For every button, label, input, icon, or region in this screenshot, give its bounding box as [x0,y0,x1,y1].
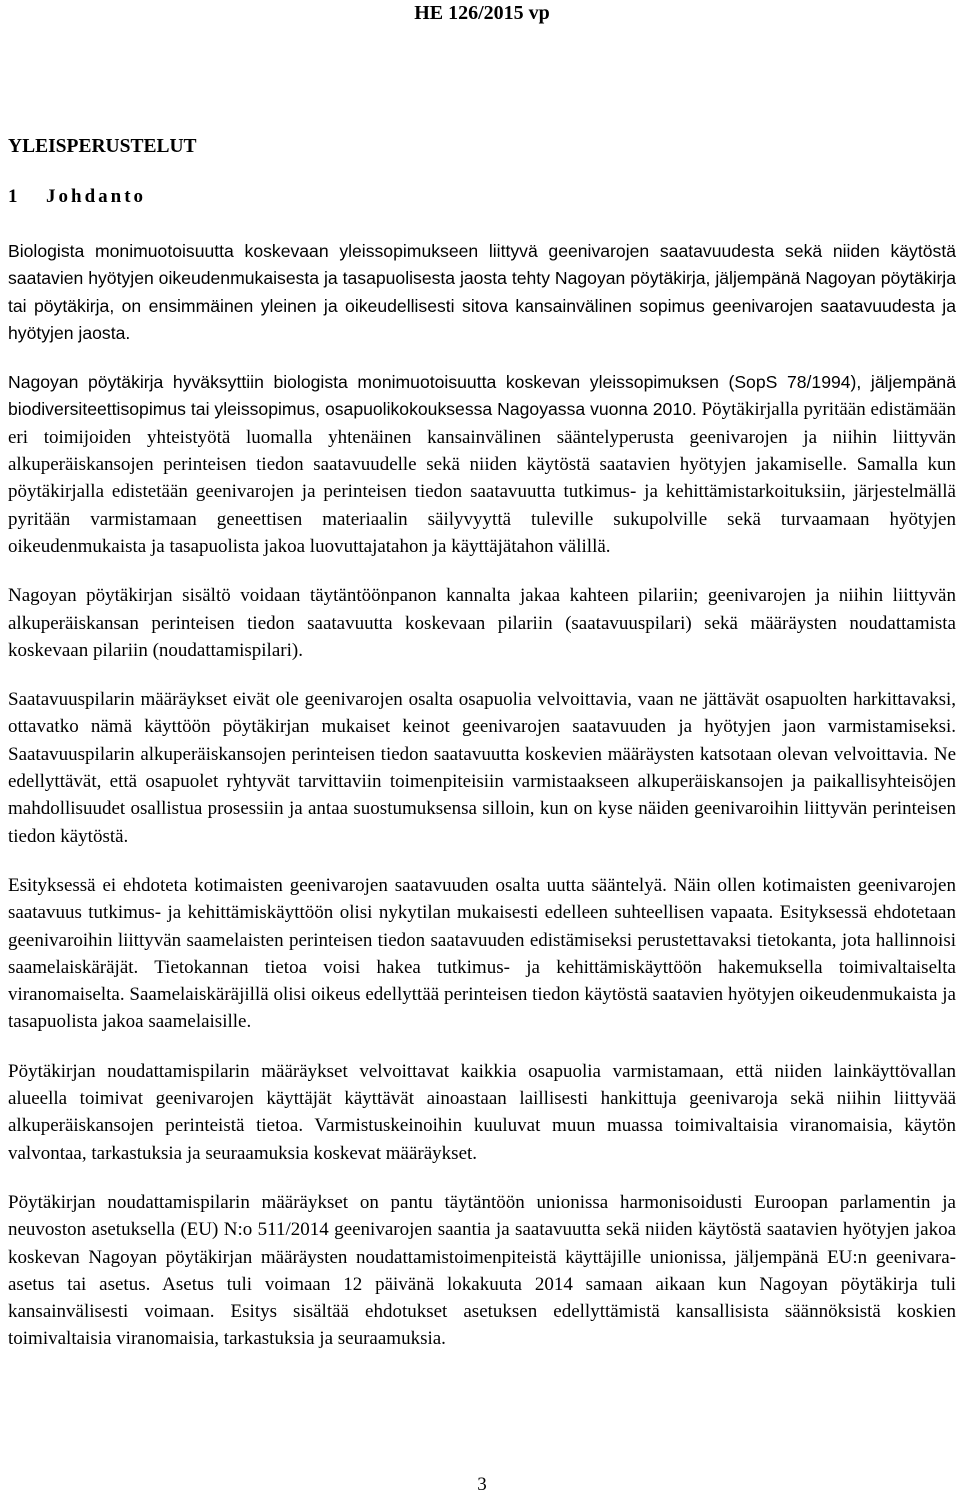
paragraph-6: Pöytäkirjan noudattamispilarin määräykset velvoittavat kaikkia osapuolia varmistamaan, että niiden lainkäyttövallan alueella toimivat geenivarojen käyttäjät käyttävät ainoastaan laillisesti hankittuja geenivaroja sekä niihin liittyvää alkuperäiskansojen perinteistä tietoa. Varmistuskeinoihin kuuluvat muun muassa toimivaltaisia viranomaisia, käytön valvontaa, tarkastuksia ja seuraamuksia koskevat määräykset. [8,1060,956,1164]
body-text [8,238,956,1375]
subsection-title: Johdanto [46,186,147,207]
subsection-heading [8,186,146,208]
paragraph-3: Nagoyan pöytäkirjan sisältö voidaan täytäntöönpanon kannalta jakaa kahteen pilariin; geenivarojen ja niihin liittyvän alkuperäiskansan perinteisen tiedon saatavuutta koskevaan pilariin (saatavuuspilari) sekä määräysten noudattamista koskevaan pilariin (noudattamispilari). [8,585,956,661]
paragraph-1: Biologista monimuotoisuutta koskevaan yleissopimukseen liittyvä geenivarojen saatavuudesta sekä niiden käytöstä saatavien hyötyjen oikeudenmukaisesta ja tasapuolisesta jaosta tehty Nagoyan pöytäkirja, jäljempänä Nagoyan pöytäkirja tai pöytäkirja, on ensimmäinen yleinen ja oikeudellisesti sitova kansainvälinen sopimus geenivarojen saatavuudesta ja hyötyjen jaosta. [8,241,956,343]
section-heading: YLEISPERUSTELUT [8,136,197,157]
paragraph-4: Saatavuuspilarin määräykset eivät ole geenivarojen osalta osapuolia velvoittavia, vaan ne jättävät osapuolten harkittavaksi, ottavatko nämä käyttöön pöytäkirjan mukaiset keinot geenivarojen saatavuuden ja hyötyjen jaon varmistamiseksi. Saatavuuspilarin alkuperäiskansojen perinteisen tiedon saatavuutta koskevien määräysten katsotaan olevan velvoittavia. Ne edellyttävät, että osapuolet ryhtyvät tarvittaviin toimenpiteisiin varmistaakseen alkuperäiskansojen ja paikallisyhteisöjen mahdollisuudet osallistua prosessiin ja antaa suostumuksensa silloin, kun on kyse näiden geenivaroihin liittyvän perinteisen tiedon käytöstä. [8,689,956,847]
paragraph-2-lead: Nagoyan pöytäkirja hyväksyttiin biologista monimuotoisuutta koskevan yleissopimuksen (SopS 78/1994), jäljempänä biodiversiteettisopimus tai yleissopimus, osapuolikokouksessa Nagoyassa vuonna 2010. [8,372,956,420]
subsection-number: 1 [8,186,18,207]
paragraph-5: Esityksessä ei ehdoteta kotimaisten geenivarojen saatavuuden osalta uutta sääntelyä. Näin ollen kotimaisten geenivarojen saatavuus tutkimus- ja kehittämiskäyttöön olisi nykytilan mukaisesti edelleen suhteellisen vapaata. Esityksessä ehdotetaan geenivaroihin liittyvän saamelaisten perinteisen tiedon saatavuuden edistämiseksi perustettavaksi tietokanta, jota hallinnoisi saamelaiskäräjät. Tietokannan tietoa voisi hakea tutkimus- ja kehittämiskäyttöön hakemuksella toimivaltaiselta viranomaiselta. Saamelaiskäräjillä olisi oikeus edellyttää perinteisen tiedon käytöstä saatavien hyötyjen oikeudenmukaista ja tasapuolista jakoa saamelaisille. [8,874,956,1033]
page-number: 3 [477,1474,487,1495]
document-page [8,0,956,1495]
paragraph-7: Pöytäkirjan noudattamispilarin määräykset on pantu täytäntöön unionissa harmonisoidusti Euroopan parlamentin ja neuvoston asetuksella (EU) N:o 511/2014 geenivarojen saantia ja saatavuutta sekä niiden käytöstä saatavien hyötyjen jakoa koskevan Nagoyan pöytäkirjan määräysten noudattamistoimenpiteistä käyttäjille unionissa, jäljempänä EU:n geenivara-asetus tai asetus. Asetus tuli voimaan 12 päivänä lokakuuta 2014 samaan aikaan kun Nagoyan pöytäkirja tuli kansainvälisesti voimaan. Esitys sisältää ehdotukset asetuksen edellyttämistä kansallisista säännöksistä koskien toimivaltaisia viranomaisia, tarkastuksia ja seuraamuksia. [8,1191,956,1350]
paragraph-2 [8,369,956,560]
paragraph-2-body: Pöytäkirjalla pyritään edistämään eri toimijoiden yhteistyötä luomalla yhtenäinen kansainvälinen sääntelyperusta geenivarojen ja niihin liittyvän alkuperäiskansojen perinteisen tiedon saatavuudelle sekä niiden käytöstä saatavien hyötyjen jakamiselle. Samalla kun pöytäkirjalla edistetään geenivarojen ja perinteisen tiedon saatavuutta tutkimus- ja kehittämistarkoituksiin, järjestelmällä pyritään varmistamaan geneettisen materiaalin säilyvyyttä tuleville sukupolville sekä turvaamaan hyötyjen oikeudenmukaista ja tasapuolista jakoa luovuttajatahon ja käyttäjätahon välillä. [8,399,956,557]
document-id-header: HE 126/2015 vp [414,2,550,24]
